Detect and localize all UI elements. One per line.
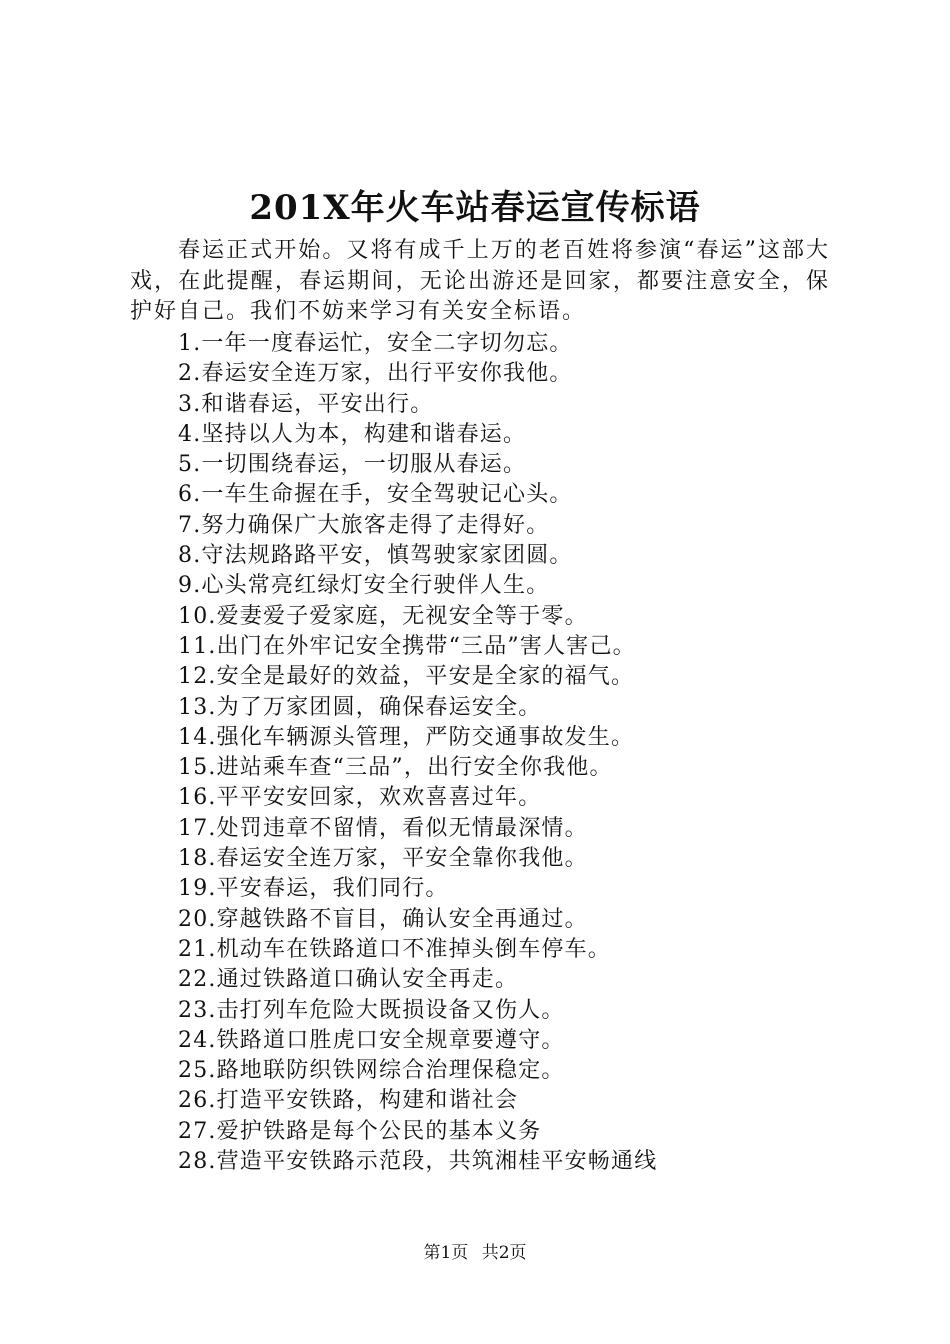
slogan-item: 11.出门在外牢记安全携带“三品”害人害己。: [178, 633, 636, 659]
slogan-item: 16.平平安安回家，欢欢喜喜过年。: [178, 785, 542, 811]
slogan-item: 19.平安春运，我们同行。: [178, 876, 449, 902]
intro-paragraph: 春运正式开始。又将有成千上万的老百姓将参演“春运”这部大戏，在此提醒，春运期间，无论出游还是回家，都要注意安全，保护好自己。我们不妨来学习有关安全标语。: [130, 238, 830, 324]
slogan-item: 12.安全是最好的效益，平安是全家的福气。: [178, 664, 635, 690]
slogan-item: 23.击打列车危险大既损设备又伤人。: [178, 997, 565, 1023]
slogan-item: 27.爱护铁路是每个公民的基本义务: [178, 1118, 542, 1144]
slogan-item: 22.通过铁路道口确认安全再走。: [178, 967, 519, 993]
slogan-item: 18.春运安全连万家，平安全靠你我他。: [178, 846, 588, 872]
slogan-item: 21.机动车在铁路道口不准掉头倒车停车。: [178, 936, 611, 962]
slogan-item: 3.和谐春运，平安出行。: [178, 391, 434, 417]
page-footer: [0, 1241, 950, 1265]
slogan-item: 7.努力确保广大旅客走得了走得好。: [178, 512, 550, 538]
slogan-list: [178, 329, 828, 1177]
slogan-item: 20.穿越铁路不盲目，确认安全再通过。: [178, 906, 588, 932]
page-number: 第1页: [423, 1243, 469, 1263]
slogan-item: 1.一年一度春运忙，安全二字切勿忘。: [178, 331, 573, 356]
slogan-item: 9.心头常亮红绿灯安全行驶伴人生。: [178, 573, 550, 599]
page-total: 共2页: [481, 1243, 527, 1263]
slogan-item: 26.打造平安铁路，构建和谐社会: [178, 1088, 519, 1114]
slogan-item: 15.进站乘车查“三品”，出行安全你我他。: [178, 755, 613, 781]
slogan-item: 28.营造平安铁路示范段，共筑湘桂平安畅通线: [178, 1149, 658, 1175]
slogan-item: 17.处罚违章不留情，看似无情最深情。: [178, 815, 588, 841]
slogan-item: 25.路地联防织铁网综合治理保稳定。: [178, 1058, 565, 1084]
document-title: 201X年火车站春运宣传标语: [249, 188, 701, 228]
slogan-item: 8.守法规路路平安，慎驾驶家家团圆。: [178, 543, 573, 569]
slogan-item: 2.春运安全连万家，出行平安你我他。: [178, 361, 573, 387]
slogan-item: 10.爱妻爱子爱家庭，无视安全等于零。: [178, 603, 588, 629]
slogan-item: 13.为了万家团圆，确保春运安全。: [178, 694, 542, 720]
slogan-item: 24.铁路道口胜虎口安全规章要遵守。: [178, 1027, 565, 1053]
slogan-item: 14.强化车辆源头管理，严防交通事故发生。: [178, 724, 635, 750]
slogan-item: 5.一切围绕春运，一切服从春运。: [178, 452, 527, 478]
slogan-item: 4.坚持以人为本，构建和谐春运。: [178, 421, 527, 447]
slogan-item: 6.一车生命握在手，安全驾驶记心头。: [178, 482, 573, 508]
